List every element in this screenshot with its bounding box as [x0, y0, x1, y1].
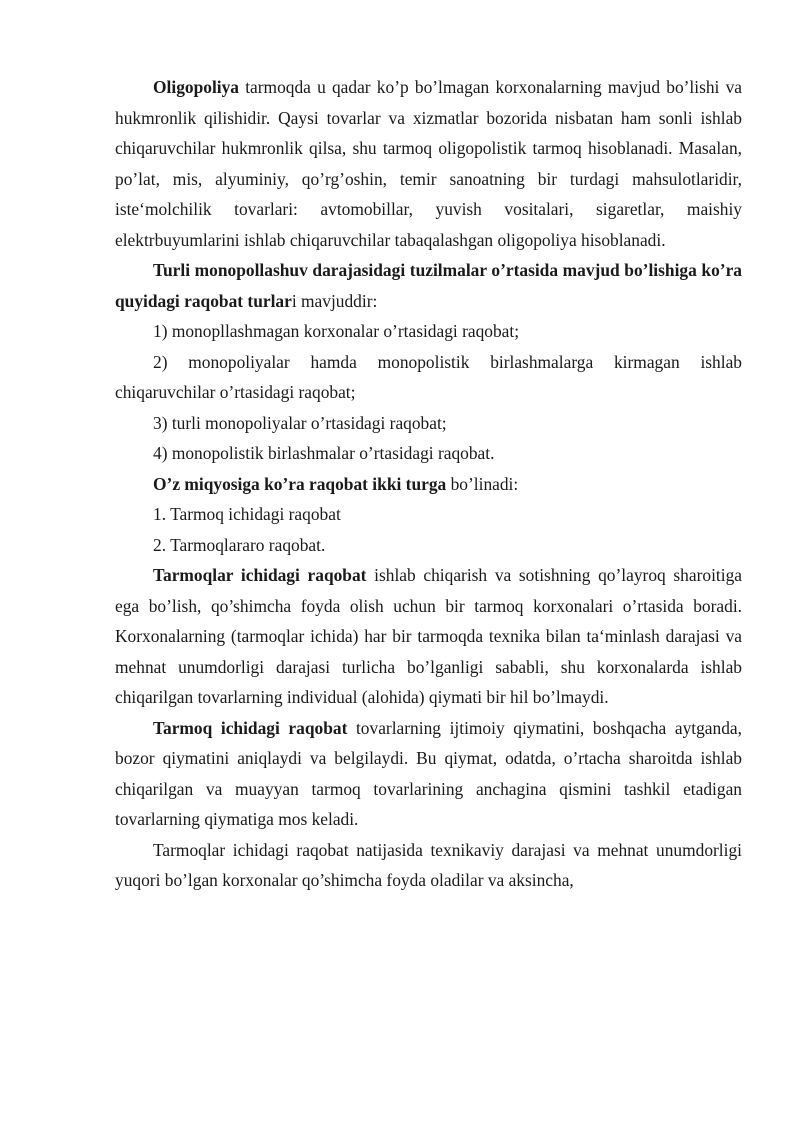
- list-item-4: [115, 438, 742, 469]
- paragraph-tarmoq-ichidagi: [115, 713, 742, 835]
- paragraph-text: ishlab chiqarish va sotishning qo’layroq sharoitiga ega bo’lish, qo’shimcha foyda olish uchun bir tarmoq korxonalari o’rtasida boradi. Korxonalarning (tarmoqlar ichida) har bir tarmoqda texnika bilan ta‘minlash darajasi va mehnat unumdorligi darajasi turlicha bo’lganligi sababli, shu korxonalarda ishlab chiqarilgan tovarlarning individual (alohida) qiymati bir hil bo’lmaydi.: [115, 565, 742, 707]
- list-item-1: [115, 316, 742, 347]
- paragraph-natijasida: [115, 835, 742, 896]
- list-item-3: [115, 408, 742, 439]
- list-item-text: 2) monopoliyalar hamda monopolistik birlashmalarga kirmagan ishlab chiqaruvchilar o’rtasidagi raqobat;: [115, 351, 742, 402]
- heading-miqyos: O’z miqyosiga ko’ra raqobat ikki turga: [153, 473, 447, 494]
- paragraph-text: tarmoqda u qadar ko’p bo’lmagan korxonalarning mavjud bo’lishi va hukmronlik qilishidir. Qaysi tovarlar va xizmatlar bozorida nisbatan ham sonli ishlab chiqaruvchilar hukmronlik qilsa, shu tarmoq oligopolistik tarmoq hisoblanadi. Masalan, po’lat, mis, alyuminiy, qo’rg’oshin, temir sanoatning bir turdagi mahsulotlaridir, iste‘molchilik tovarlari: avtomobillar, yuvish vositalari, sigaretlar, maishiy elektrbuyumlarini ishlab chiqaruvchilar tabaqalashgan oligopoliya hisoblanadi.: [115, 77, 742, 250]
- list-item-text: 1) monopllashmagan korxonalar o’rtasidagi raqobat;: [153, 321, 520, 341]
- paragraph-text: bo’linadi:: [446, 473, 519, 494]
- list-item-tarmoq-ichidagi: [115, 499, 742, 530]
- list-item-text: 3) turli monopoliyalar o’rtasidagi raqobat;: [153, 412, 447, 433]
- paragraph-text: tovarlarning ijtimoiy qiymatini, boshqacha aytganda, bozor qiymatini aniqlaydi va belgilaydi. Bu qiymat, odatda, o’rtacha sharoitda ishlab chiqarilgan va muayyan tarmoq tovarlarining anchagina qismini tashkil etadigan tovarlarning qiymatiga mos keladi.: [115, 717, 742, 829]
- list-item-text: 2. Tarmoqlararo raqobat.: [153, 534, 326, 555]
- paragraph-raqobat-turlari: [115, 255, 742, 316]
- paragraph-miqyos: [115, 469, 742, 500]
- term-tarmoqlar-ichidagi: Tarmoqlar ichidagi raqobat: [153, 565, 367, 585]
- heading-raqobat-turlari: Turli monopollashuv darajasidagi tuzilmalar o’rtasida mavjud bo’lishiga ko’ra quyidagi raqobat turlar: [115, 260, 742, 311]
- term-tarmoq-ichidagi: Tarmoq ichidagi raqobat: [153, 717, 348, 738]
- paragraph-tarmoqlar-ichidagi: [115, 560, 742, 713]
- paragraph-oligopoliya: [115, 72, 742, 255]
- list-item-tarmoqlararo: [115, 530, 742, 561]
- paragraph-text: Tarmoqlar ichidagi raqobat natijasida texnikaviy darajasi va mehnat unumdorligi yuqori bo’lgan korxonalar qo’shimcha foyda oladilar va aksincha,: [115, 839, 742, 890]
- list-item-text: 1. Tarmoq ichidagi raqobat: [153, 504, 341, 524]
- list-item-2: [115, 347, 742, 408]
- paragraph-text: i mavjuddir:: [291, 290, 378, 311]
- term-oligopoliya: Oligopoliya: [153, 77, 240, 97]
- list-item-text: 4) monopolistik birlashmalar o’rtasidagi raqobat.: [153, 443, 495, 463]
- document-page: [115, 72, 742, 896]
